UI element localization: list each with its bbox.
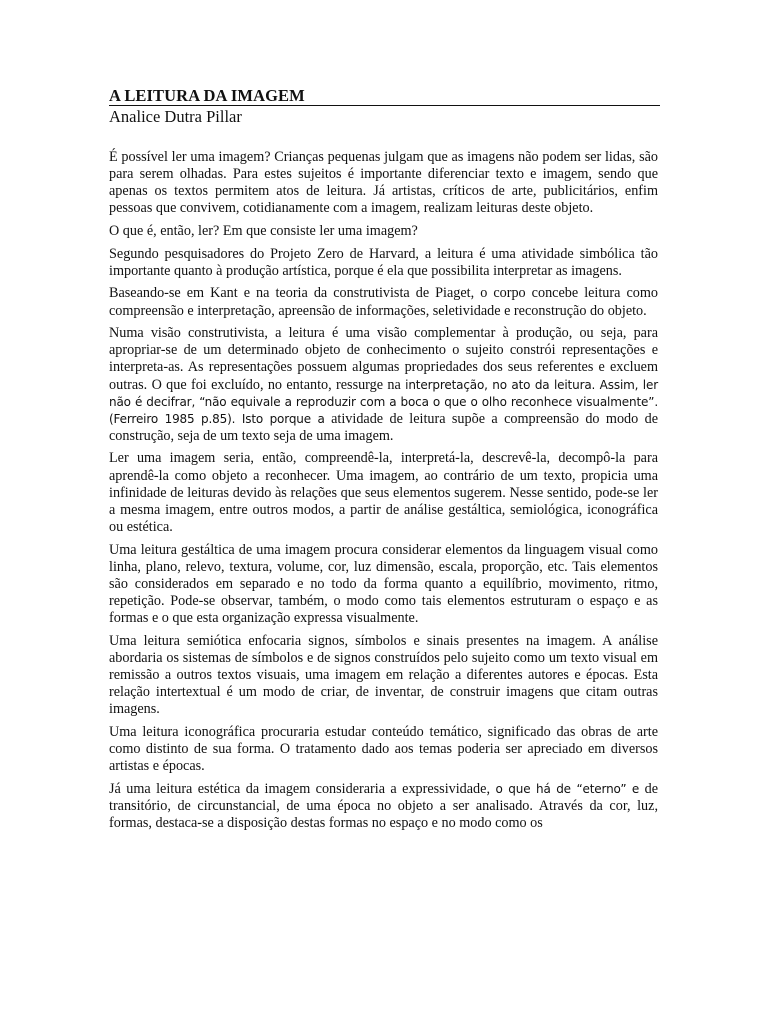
- paragraph-10-part-1: Já uma leitura estética da imagem consideraria a expressividade,: [109, 780, 491, 797]
- paragraph-5-part-1: Numa visão construtivista, a leitura é uma visão complementar à produção, ou seja, para apropriar-se de um determinado objeto de conhecimento o sujeito constrói representações e interpreta-as. As representações possuem algumas propriedades dos seus referentes e excluem outras. O que foi excluído, no entanto, ressurge na: [109, 325, 658, 393]
- paragraph-1: É possível ler uma imagem? Crianças pequenas julgam que as imagens não podem ser lidas, são para serem olhadas. Para estes sujeitos é importante diferenciar texto e imagem, sendo que apenas os textos permitem atos de leitura. Já artistas, críticos de arte, publicitários, enfim pessoas que convivem, cotidianamente com a imagem, realizam leituras deste objeto.: [109, 149, 658, 217]
- paragraph-10-part-2: o que há de “eterno” e: [490, 781, 640, 796]
- paragraph-6: Ler uma imagem seria, então, compreendê-la, interpretá-la, descrevê-la, decompô-la para aprendê-la como objeto a reconhecer. Uma imagem, ao contrário de um texto, propicia uma infinidade de leituras devido às relações que seus elementos sugerem. Nesse sentido, pode-se ler a mesma imagem, entre outros modos, a partir de análise gestáltica, semiológica, iconográfica ou estética.: [109, 450, 658, 535]
- paragraph-10-part-3: de transitório, de circunstancial, de uma época no objeto a ser analisado. Através da cor, luz, formas, destaca-se a disposição destas formas no espaço e no modo como os: [109, 780, 658, 831]
- paragraph-5: [109, 325, 658, 445]
- author-name: Analice Dutra Pillar: [109, 107, 242, 126]
- title-rule: [109, 105, 660, 106]
- paragraph-8: Uma leitura semiótica enfocaria signos, símbolos e sinais presentes na imagem. A análise abordaria os sistemas de símbolos e de signos construídos pelo sujeito como um texto visual em remissão a outros textos visuais, uma imagem em relação a diferentes autores e épocas. Esta relação intertextual é um modo de criar, de inventar, de construir imagens que citam outras imagens.: [109, 632, 658, 717]
- paragraph-3: Segundo pesquisadores do Projeto Zero de Harvard, a leitura é uma atividade simbólica tão importante quanto à produção artística, porque é ela que possibilita interpretar as imagens.: [109, 245, 658, 279]
- paragraph-9: Uma leitura iconográfica procuraria estudar conteúdo temático, significado das obras de arte como distinto de sua forma. O tratamento dado aos temas poderia ser apreciado em diversos artistas e épocas.: [109, 723, 658, 774]
- document-page: [109, 86, 658, 837]
- paragraph-5-part-3: atividade de leitura supõe a compreensão do modo de construção, seja de um texto seja de uma imagem.: [109, 410, 659, 444]
- paragraph-5-quote: interpretação, no ato da leitura. Assim, ler não é decifrar, “não equivale a reproduzir com a boca o que o olho reconhece visualmente”. (Ferreiro 1985 p.85). Isto porque a: [109, 377, 659, 426]
- paragraph-7: Uma leitura gestáltica de uma imagem procura considerar elementos da linguagem visual como linha, plano, relevo, textura, volume, cor, luz dimensão, escala, proporção, etc. Tais elementos são considerados em separado e no todo da forma quanto a equilíbrio, movimento, ritmo, repetição. Pode-se observar, também, o modo como tais elementos estruturam o espaço e as formas e o que esta organização expressa visualmente.: [109, 541, 658, 626]
- paragraph-10: [109, 781, 658, 832]
- paragraph-2: O que é, então, ler? Em que consiste ler uma imagem?: [109, 222, 418, 239]
- paragraph-4: Baseando-se em Kant e na teoria da construtivista de Piaget, o corpo concebe leitura como compreensão e interpretação, apreensão de informações, seletividade e reconstrução do objeto.: [109, 285, 658, 319]
- document-title: A LEITURA DA IMAGEM: [109, 86, 305, 105]
